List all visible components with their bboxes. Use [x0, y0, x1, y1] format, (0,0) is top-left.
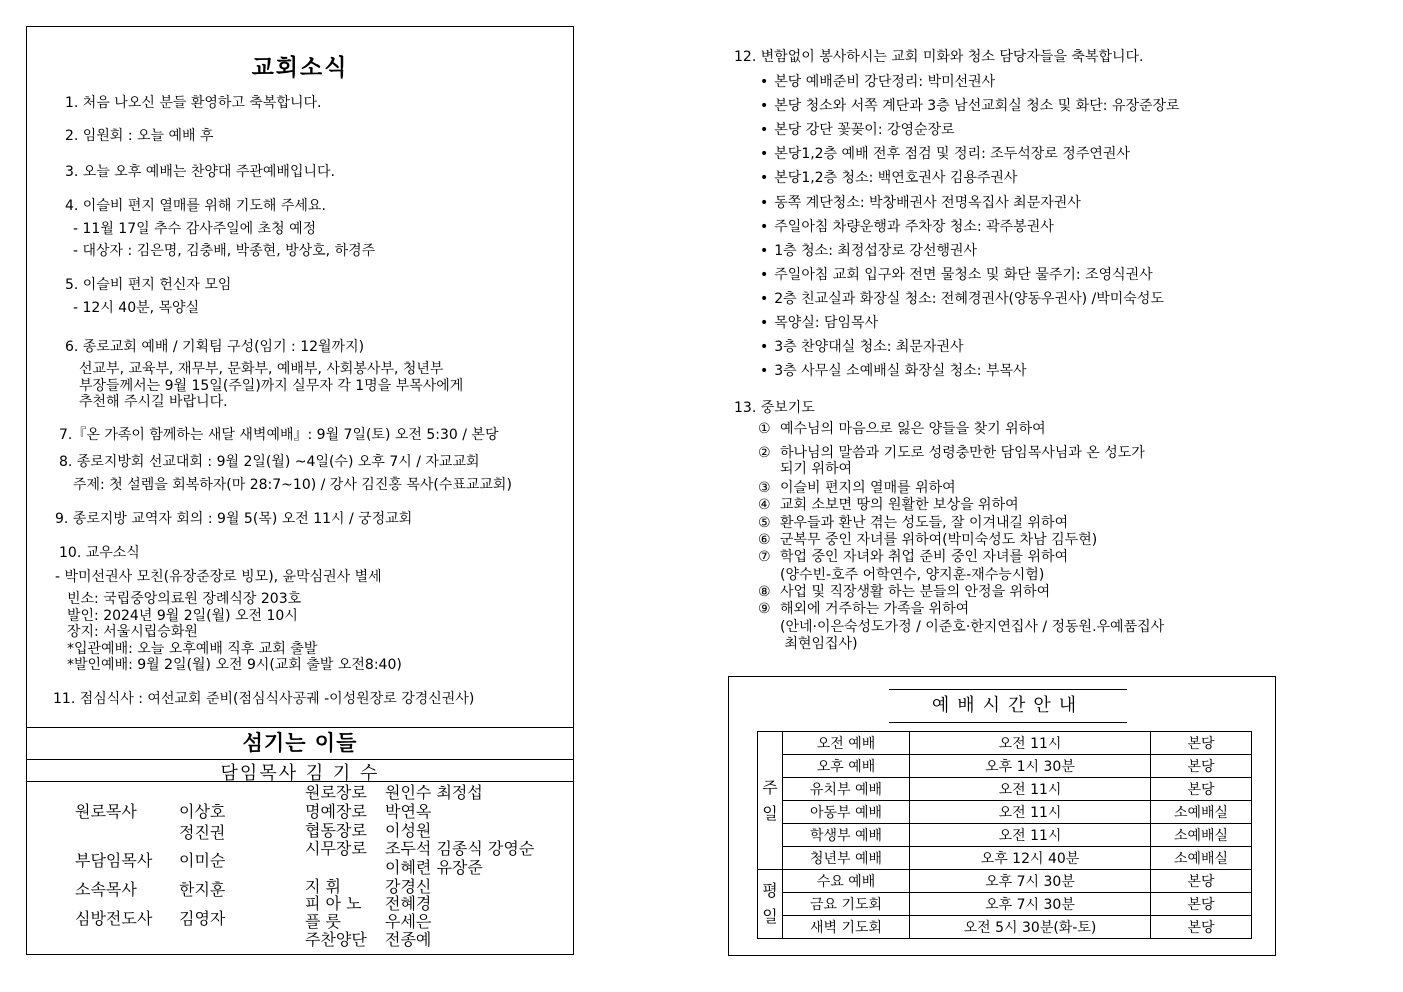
service-time: 오전 11시 — [910, 778, 1151, 801]
prayer-text: 예수님의 마음으로 잃은 양들을 찾기 위하여 — [780, 421, 1046, 437]
news-item-11: 11. 점심식사 : 여선교회 준비(점심식사공궤 -이성원장로 강경신권사) — [53, 691, 475, 707]
schedule-table — [757, 731, 1252, 939]
prayer-text: 최현임집사) — [780, 636, 858, 652]
cleaning-duty-item: • 1층 청소: 최정섭장로 강선행권사 — [760, 240, 977, 260]
staff-name: 이미순 — [179, 851, 226, 870]
page-title: 교회소식 — [251, 55, 349, 81]
prayer-text: 되기 위하여 — [780, 461, 853, 477]
funeral-line-1: 빈소: 국립중앙의료원 장례식장 203호 — [67, 591, 302, 607]
prayer-item — [758, 567, 1044, 584]
funeral-details — [67, 591, 402, 674]
funeral-line-5: *발인예배: 9월 2일(월) 오전 9시(교회 출발 오전8:40) — [67, 657, 402, 673]
service-time: 오전 11시 — [910, 824, 1151, 847]
cleaning-duty-item: • 본당1,2층 예배 전후 점검 및 정리: 조두석장로 정주연권사 — [760, 143, 1130, 163]
cleaning-duty-item: • 본당 강단 꽃꽂이: 강영순장로 — [760, 119, 955, 139]
staff-role: 부담임목사 — [75, 851, 153, 870]
service-name: 오전 예배 — [783, 732, 910, 755]
table-row — [758, 801, 1252, 824]
staff-name: 정진권 — [179, 823, 226, 842]
staff-role: 심방전도사 — [75, 909, 153, 928]
table-row — [758, 755, 1252, 778]
service-place: 본당 — [1151, 916, 1252, 939]
prayer-text: 교회 소보면 땅의 원활한 보상을 위하여 — [780, 497, 1019, 513]
prayer-text: (안네·이은숙성도가정 / 이준호·한지연집사 / 정동원.우예품집사 — [780, 619, 1165, 635]
service-time: 오후 12시 40분 — [910, 847, 1151, 870]
prayer-number: ⑤ — [758, 515, 771, 531]
cleaning-duty-item: • 주일아침 교회 입구와 전면 물청소 및 화단 물주기: 조영식권사 — [760, 264, 1153, 284]
news-item-6-line-3: 추천해 주시길 바랍니다. — [79, 394, 228, 410]
prayer-item — [758, 549, 1068, 566]
funeral-line-3: 장지: 서울시립승화원 — [67, 624, 198, 640]
service-place: 본당 — [1151, 870, 1252, 893]
service-time: 오후 7시 30분 — [910, 893, 1151, 916]
prayer-number: ⑥ — [758, 532, 771, 548]
prayer-item — [758, 497, 1019, 514]
prayer-number: ⑨ — [758, 601, 771, 617]
cleaning-duty-item: • 주일아침 차량운행과 주차장 청소: 곽주봉권사 — [760, 216, 1054, 236]
staff-name: 전종예 — [385, 930, 432, 949]
staff-role: 소속목사 — [75, 880, 137, 899]
funeral-line-4: *입관예배: 오늘 오후예배 직후 교회 출발 — [67, 640, 318, 657]
staff-role: 원로장로 — [305, 783, 367, 802]
prayer-number: ④ — [758, 497, 771, 513]
news-item-2: 2. 임원회 : 오늘 예배 후 — [65, 128, 214, 144]
service-time: 오후 1시 30분 — [910, 755, 1151, 778]
service-time: 오전 11시 — [910, 732, 1151, 755]
prayer-number: ③ — [758, 480, 771, 496]
news-item-3: 3. 오늘 오후 예배는 찬양대 주관예배입니다. — [65, 164, 335, 180]
cleaning-duty-item: • 목양실: 담임목사 — [760, 312, 878, 332]
divider — [27, 781, 573, 782]
schedule-title: 예배시간안내 — [889, 689, 1127, 723]
service-name: 새벽 기도회 — [783, 916, 910, 939]
staff-role: 원로목사 — [75, 802, 137, 821]
prayer-item — [758, 421, 1046, 438]
table-row — [758, 847, 1252, 870]
prayer-text: (양수빈-호주 어학연수, 양지훈-재수능시험) — [780, 567, 1045, 583]
service-name: 청년부 예배 — [783, 847, 910, 870]
news-item-5: 5. 이슬비 편지 헌신자 모임 — [65, 277, 232, 293]
prayer-item — [758, 601, 969, 618]
prayer-item — [758, 619, 1164, 636]
service-name: 수요 예배 — [783, 870, 910, 893]
news-item-4-sub-2: - 대상자 : 김은명, 김충배, 박종현, 방상호, 하경주 — [73, 243, 376, 259]
table-row — [758, 824, 1252, 847]
service-place: 본당 — [1151, 732, 1252, 755]
cleaning-duty-item: • 본당 예배준비 강단정리: 박미선권사 — [760, 71, 995, 91]
staff-name: 강경신 — [385, 877, 432, 896]
prayer-number: ② — [758, 445, 771, 461]
news-item-4-sub-1: - 11월 17일 추수 감사주일에 초청 예정 — [73, 221, 317, 237]
staff-role: 명예장로 — [305, 802, 367, 821]
prayer-text: 사업 및 직장생활 하는 분들의 안정을 위하여 — [780, 584, 1051, 600]
service-place: 소예배실 — [1151, 801, 1252, 824]
cleaning-duty-item: • 본당1,2층 청소: 백연호권사 김용주권사 — [760, 167, 1017, 187]
prayer-item — [758, 445, 1145, 462]
news-item-6: 6. 종로교회 예배 / 기획팀 구성(임기 : 12월까지) — [65, 339, 365, 355]
cleaning-duty-item: • 동쪽 계단청소: 박창배권사 전명옥집사 최문자권사 — [760, 192, 1081, 212]
cleaning-duty-item: • 3층 사무실 소예배실 화장실 청소: 부목사 — [760, 360, 1027, 380]
prayer-item — [758, 461, 852, 478]
prayer-number: ⑧ — [758, 584, 771, 600]
staff-role: 협동장로 — [305, 821, 367, 840]
cleaning-duty-item: • 2층 친교실과 화장실 청소: 전혜경권사(양동우권사) /박미숙성도 — [760, 288, 1164, 308]
prayer-number: ① — [758, 421, 771, 437]
group-weekday — [758, 870, 783, 939]
news-item-13: 13. 중보기도 — [734, 400, 815, 416]
news-item-9: 9. 종로지방 교역자 회의 : 9월 5(목) 오전 11시 / 궁정교회 — [55, 511, 413, 527]
prayer-text: 환우들과 환난 겪는 성도들, 잘 이겨내길 위하여 — [780, 515, 1069, 531]
service-name: 금요 기도회 — [783, 893, 910, 916]
prayer-item — [758, 532, 1097, 549]
prayer-item — [758, 480, 956, 497]
staff-name: 한지훈 — [179, 880, 226, 899]
news-item-8: 8. 종로지방회 선교대회 : 9월 2일(월) ~4일(수) 오후 7시 / 자교교회 — [59, 454, 480, 470]
staff-name: 김영자 — [179, 909, 226, 928]
prayer-text: 해외에 거주하는 가족을 위하여 — [780, 601, 970, 617]
church-news-panel — [26, 26, 574, 955]
staff-name: 조두석 김종식 강영순 — [385, 839, 535, 858]
staff-role: 시무장로 — [305, 839, 367, 858]
table-row — [758, 893, 1252, 916]
news-item-8-sub: 주제: 첫 설렘을 회복하자(마 28:7~10) / 강사 김진홍 목사(수표교교회) — [73, 477, 512, 493]
staff-name: 원인수 최정섭 — [385, 783, 483, 802]
news-item-10: 10. 교우소식 — [59, 545, 140, 561]
news-item-5-sub-1: - 12시 40분, 목양실 — [73, 300, 200, 316]
staff-role: 주찬양단 — [305, 930, 367, 949]
prayer-item — [758, 515, 1068, 532]
service-name: 아동부 예배 — [783, 801, 910, 824]
staff-name: 이혜련 유장준 — [385, 858, 483, 877]
service-place: 소예배실 — [1151, 824, 1252, 847]
news-item-6-detail — [79, 361, 463, 411]
service-place: 본당 — [1151, 778, 1252, 801]
group-label: 평 일 — [762, 881, 778, 926]
prayer-text: 이슬비 편지의 열매를 위하여 — [780, 480, 956, 496]
cleaning-duty-item: • 3층 찬양대실 청소: 최문자권사 — [760, 336, 964, 356]
news-item-1: 1. 처음 나오신 분들 환영하고 축복합니다. — [65, 95, 322, 111]
news-item-6-line-2: 부장들께서는 9월 15일(주일)까지 실무자 각 1명을 부목사에게 — [79, 377, 464, 394]
staff-title: 섬기는 이들 — [242, 731, 358, 755]
news-item-4: 4. 이슬비 편지 열매를 위해 기도해 주세요. — [65, 198, 326, 214]
staff-role: 피 아 노 — [305, 894, 362, 913]
prayer-item — [758, 584, 1050, 601]
prayer-text: 학업 중인 자녀와 취업 준비 중인 자녀를 위하여 — [780, 549, 1069, 565]
staff-role: 지 휘 — [305, 877, 341, 896]
prayer-number: ⑦ — [758, 549, 771, 565]
table-row — [758, 916, 1252, 939]
staff-name: 이상호 — [179, 802, 226, 821]
cleaning-duty-item: • 본당 청소와 서쪽 계단과 3층 남선교회실 청소 및 화단: 유장준장로 — [760, 95, 1180, 115]
funeral-line-2: 발인: 2024년 9월 2일(월) 오전 10시 — [67, 607, 298, 624]
service-place: 본당 — [1151, 893, 1252, 916]
table-row — [758, 870, 1252, 893]
senior-pastor: 담임목사 김 기 수 — [220, 763, 380, 784]
service-time: 오후 7시 30분 — [910, 870, 1151, 893]
staff-name: 이성원 — [385, 821, 432, 840]
worship-schedule-box — [728, 676, 1276, 956]
service-time: 오전 5시 30분(화-토) — [910, 916, 1151, 939]
prayer-text: 군복무 중인 자녀를 위하여(박미숙성도 차남 김두현) — [780, 532, 1098, 548]
service-place: 본당 — [1151, 755, 1252, 778]
news-item-7: 7.『온 가족이 함께하는 새달 새벽예배』: 9월 7일(토) 오전 5:30 / 본당 — [59, 427, 499, 443]
service-name: 유치부 예배 — [783, 778, 910, 801]
table-row — [758, 732, 1252, 755]
service-place: 소예배실 — [1151, 847, 1252, 870]
group-sunday — [758, 732, 783, 870]
staff-name: 우세은 — [385, 912, 432, 931]
staff-name: 박연옥 — [385, 802, 432, 821]
news-item-12: 12. 변함없이 봉사하시는 교회 미화와 청소 담당자들을 축복합니다. — [734, 49, 1144, 65]
staff-name: 전혜경 — [385, 894, 432, 913]
staff-role: 플 룻 — [305, 912, 341, 931]
prayer-item — [758, 636, 858, 653]
news-item-6-line-1: 선교부, 교육부, 재무부, 문화부, 예배부, 사회봉사부, 청년부 — [79, 361, 444, 377]
service-name: 학생부 예배 — [783, 824, 910, 847]
service-name: 오후 예배 — [783, 755, 910, 778]
service-time: 오전 11시 — [910, 801, 1151, 824]
table-row — [758, 778, 1252, 801]
prayer-text: 하나님의 말씀과 기도로 성령충만한 담임목사님과 온 성도가 — [780, 445, 1145, 461]
group-label: 주 일 — [762, 777, 778, 823]
news-item-10-sub: - 박미선권사 모친(유장준장로 빙모), 윤막심권사 별세 — [55, 569, 382, 585]
